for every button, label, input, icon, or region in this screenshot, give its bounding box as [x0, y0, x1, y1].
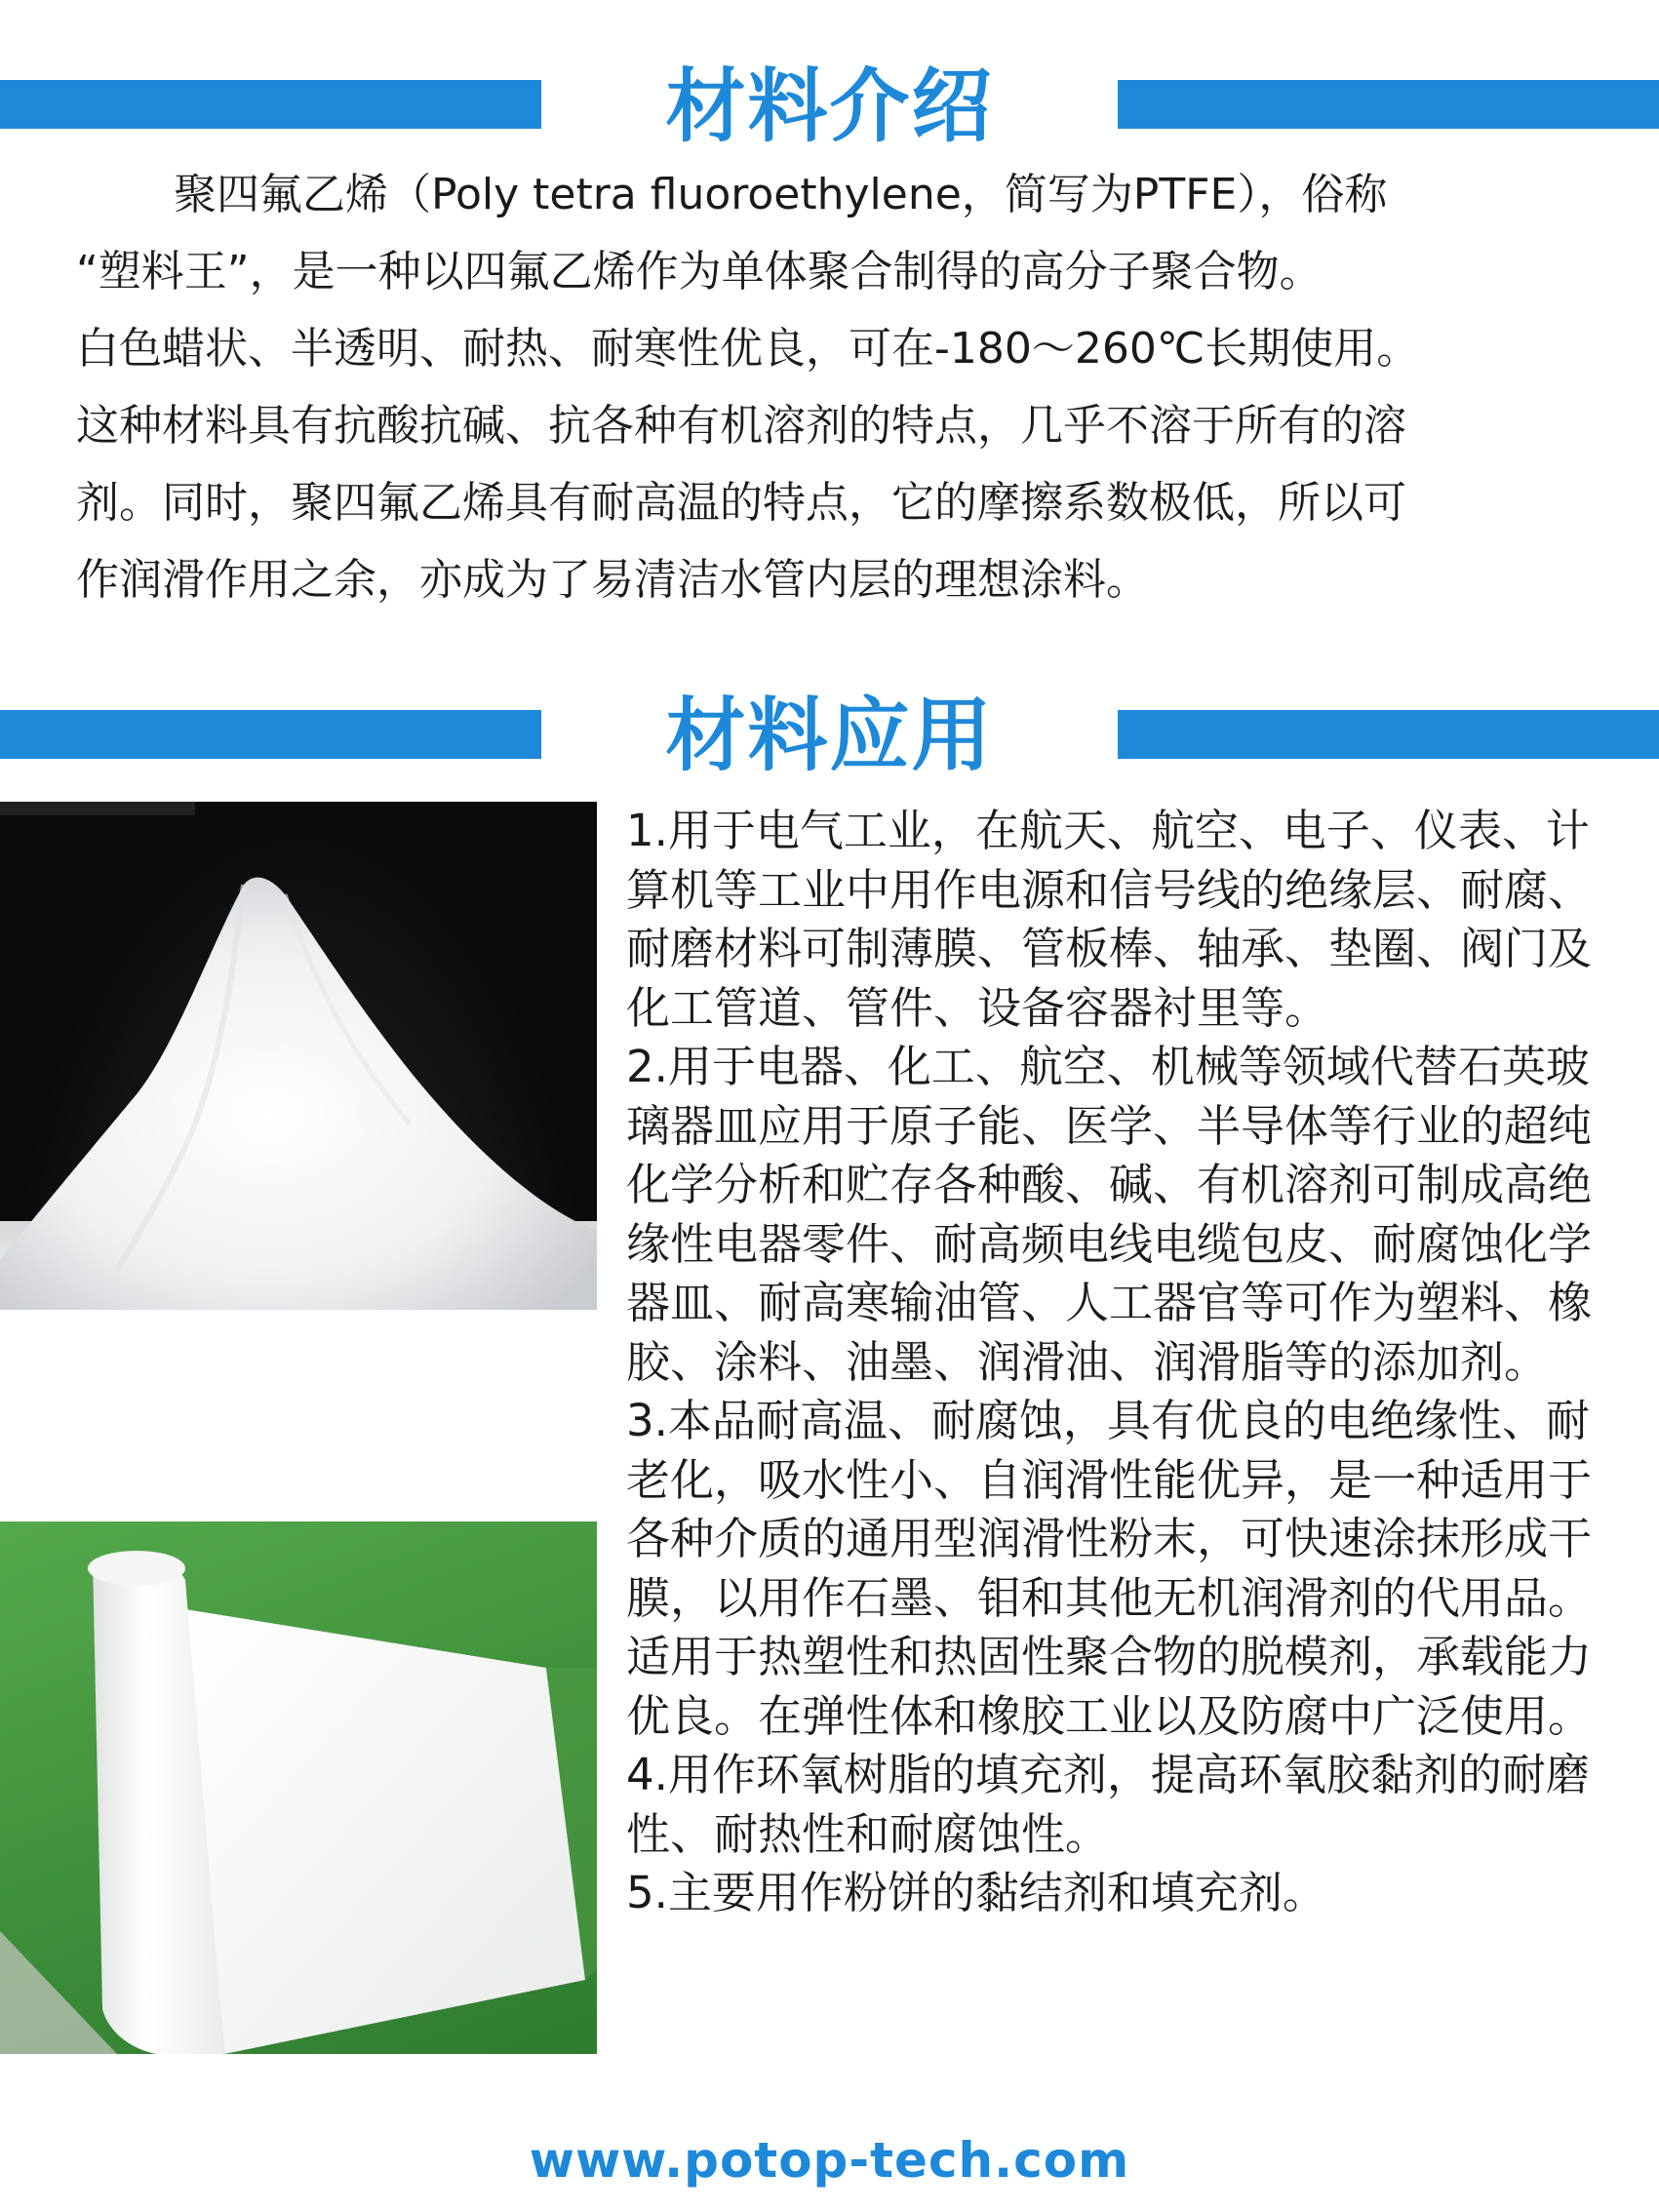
intro-heading: 材料介绍: [665, 60, 994, 153]
applications-list: [626, 802, 1601, 1923]
list-item: 3.本品耐高温、耐腐蚀，具有优良的电绝缘性、耐老化，吸水性小、自润滑性能优异，是一种适用于各种介质的通用型润滑性粉末，可快速涂抹形成干膜，以用作石墨、钼和其他无机润滑剂的代用品。适用于热塑性和热固性聚合物的脱模剂，承载能力优良。在弹性体和橡胶工业以及防腐中广泛使用。: [626, 1395, 1593, 1742]
applications-heading: 材料应用: [665, 690, 994, 782]
intro-line: 这种材料具有抗酸抗碱、抗各种有机溶剂的特点，几乎不溶于所有的溶: [76, 401, 1406, 451]
website-url: www.potop-tech.com: [529, 2132, 1130, 2189]
list-item: 4.用作环氧树脂的填充剂，提高环氧胶黏剂的耐磨性、耐热性和耐腐蚀性。: [626, 1749, 1590, 1860]
intro-line: 剂。同时，聚四氟乙烯具有耐高温的特点，它的摩擦系数极低，所以可: [76, 478, 1406, 528]
list-item: 1.用于电气工业，在航天、航空、电子、仪表、计算机等工业中用作电源和信号线的绝缘层、耐腐、耐磨材料可制薄膜、管板棒、轴承、垫圈、阀门及化工管道、管件、设备容器衬里等。: [626, 805, 1593, 1034]
intro-paragraph: [76, 156, 1607, 618]
intro-line: 聚四氟乙烯（Poly tetra fluoroethylene，简写为PTFE），俗称: [174, 170, 1388, 219]
list-item: 5.主要用作粉饼的黏结剂和填充剂。: [626, 1867, 1326, 1918]
intro-line: 作润滑作用之余，亦成为了易清洁水管内层的理想涂料。: [76, 555, 1149, 605]
intro-line: 白色蜡状、半透明、耐热、耐寒性优良，可在-180～260℃长期使用。: [76, 324, 1420, 374]
ptfe-powder-photo: [0, 802, 597, 1310]
intro-line: “塑料王”，是一种以四氟乙烯作为单体聚合制得的高分子聚合物。: [76, 247, 1323, 296]
list-item: 2.用于电器、化工、航空、机械等领域代替石英玻璃器皿应用于原子能、医学、半导体等行业的超纯化学分析和贮存各种酸、碱、有机溶剂可制成高绝缘性电器零件、耐高频电线电缆包皮、耐腐蚀化学器皿、耐高寒输油管、人工器官等可作为塑料、橡胶、涂料、油墨、润滑油、润滑脂等的添加剂。: [626, 1041, 1593, 1388]
ptfe-film-roll-photo: [0, 1521, 597, 2054]
